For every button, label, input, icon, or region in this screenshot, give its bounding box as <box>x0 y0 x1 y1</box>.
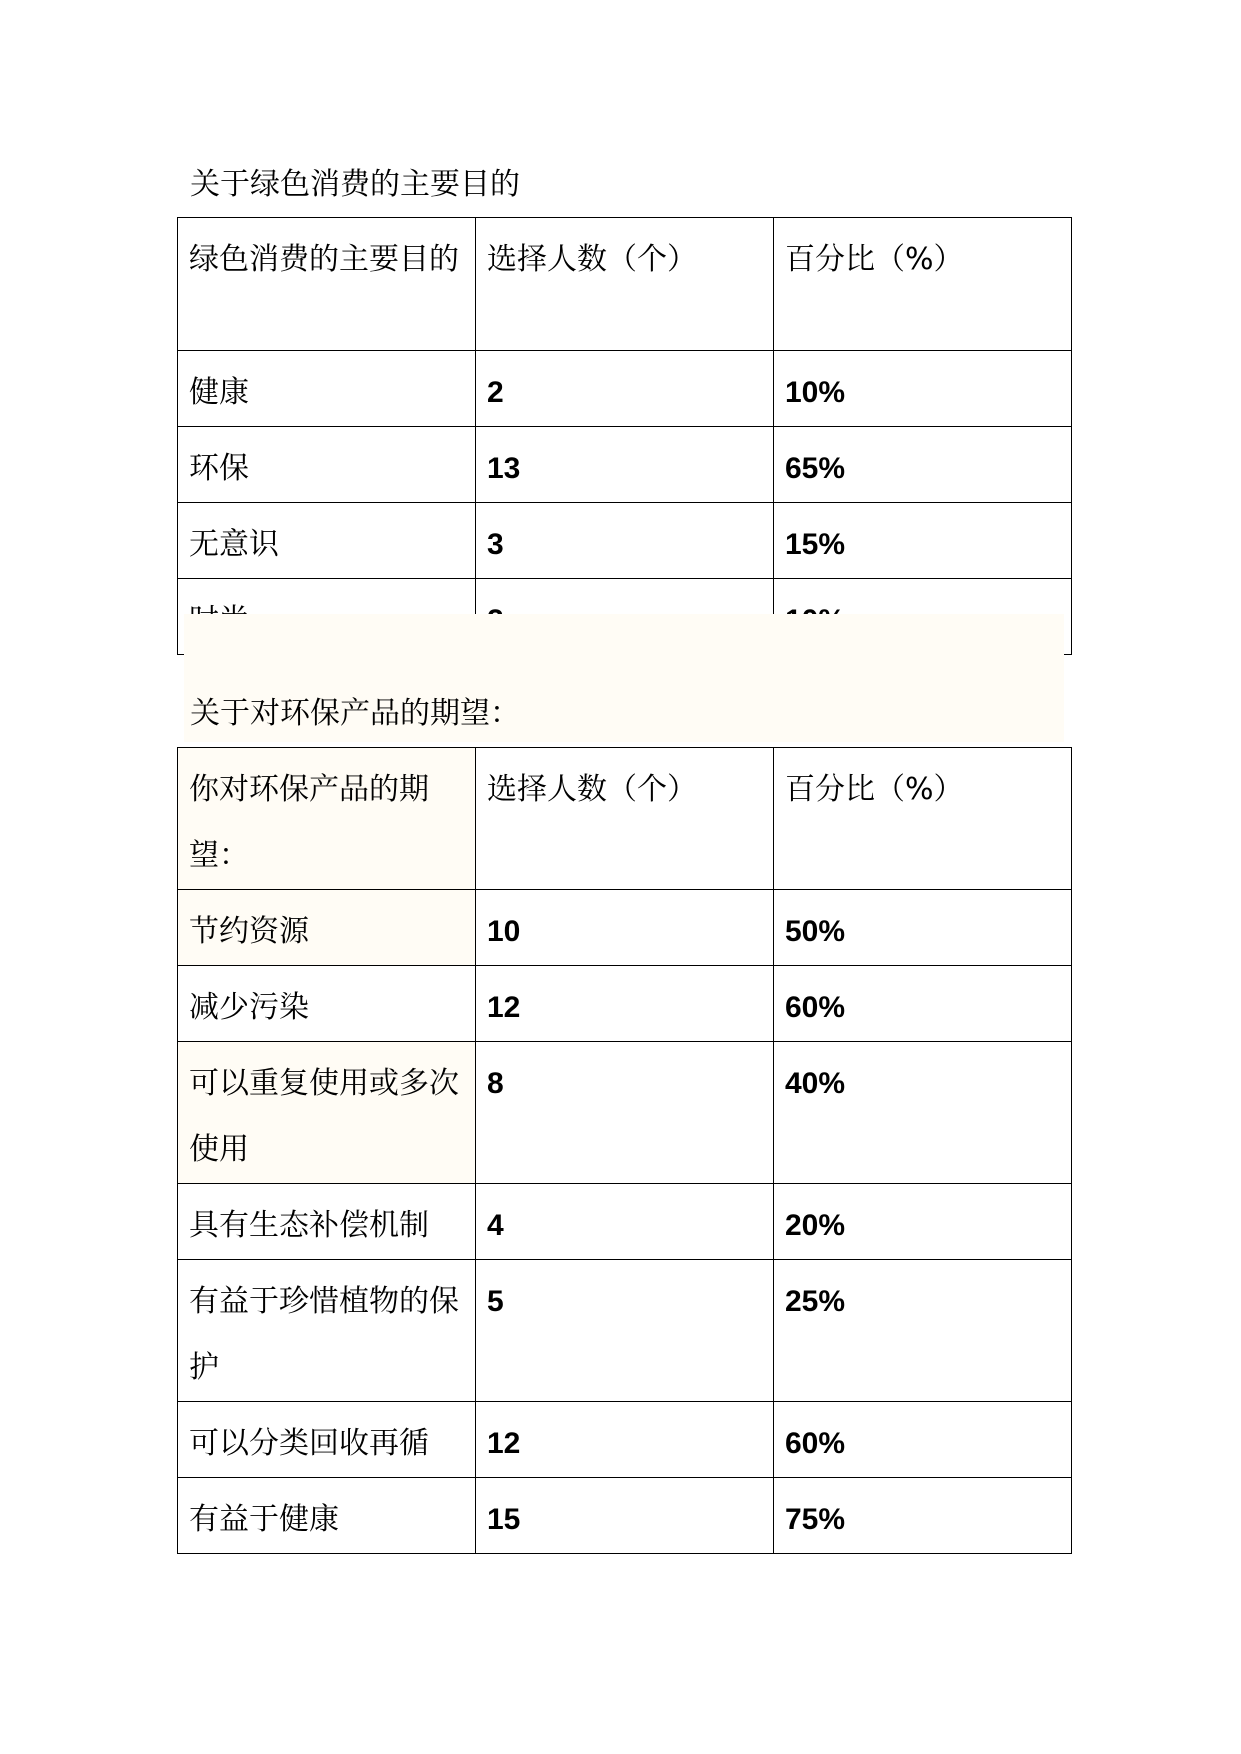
header-text: 选择人数（个） <box>487 242 697 277</box>
row-percent: 15% <box>774 503 1072 579</box>
row-label: 健康 <box>178 351 476 427</box>
row-count: 12 <box>476 1402 774 1478</box>
row-count: 5 <box>476 1260 774 1402</box>
header-cell-percent <box>774 748 1072 890</box>
row-percent: 50% <box>774 890 1072 966</box>
header-text: 选择人数（个） <box>487 772 697 807</box>
table-row <box>178 427 1072 503</box>
table-row <box>178 1478 1072 1554</box>
header-text: 绿色消费的主要目的 <box>189 242 459 277</box>
row-label <box>178 1184 476 1260</box>
table-header-row <box>178 218 1072 351</box>
row-label: 环保 <box>178 427 476 503</box>
header-cell-purpose <box>178 218 476 351</box>
row-percent: 60% <box>774 1402 1072 1478</box>
row-percent: 40% <box>774 1042 1072 1184</box>
row-label: 节约资源 <box>178 890 476 966</box>
row-label <box>178 1260 476 1402</box>
table-row <box>178 1184 1072 1260</box>
row-count: 15 <box>476 1478 774 1554</box>
table-row <box>178 351 1072 427</box>
green-consumption-purpose-table <box>177 217 1072 655</box>
row-label-text: 可以重复使用或多次使用 <box>189 1066 459 1167</box>
row-label <box>178 1042 476 1184</box>
table-header-row <box>178 748 1072 890</box>
row-count: 12 <box>476 966 774 1042</box>
table-row <box>178 1042 1072 1184</box>
table-row <box>178 1260 1072 1402</box>
row-label-text: 可以分类回收再循 <box>189 1426 429 1461</box>
row-percent: 20% <box>774 1184 1072 1260</box>
table-row <box>178 503 1072 579</box>
row-label-text: 具有生态补偿机制 <box>189 1208 429 1243</box>
header-text: 百分比（%） <box>785 772 964 807</box>
row-count: 3 <box>476 503 774 579</box>
row-label: 减少污染 <box>178 966 476 1042</box>
row-label <box>178 1402 476 1478</box>
row-percent: 60% <box>774 966 1072 1042</box>
header-cell-count <box>476 748 774 890</box>
table-row <box>178 966 1072 1042</box>
row-label: 有益于健康 <box>178 1478 476 1554</box>
header-cell-percent <box>774 218 1072 351</box>
row-percent: 25% <box>774 1260 1072 1402</box>
header-cell-count <box>476 218 774 351</box>
section1-heading: 关于绿色消费的主要目的 <box>190 167 520 202</box>
row-count: 10 <box>476 890 774 966</box>
row-label-text: 有益于珍惜植物的保护 <box>189 1284 459 1385</box>
section2-heading: 关于对环保产品的期望： <box>190 696 520 731</box>
eco-product-expectation-table <box>177 747 1072 1554</box>
row-count: 13 <box>476 427 774 503</box>
row-percent: 10% <box>774 351 1072 427</box>
header-text: 你对环保产品的期望： <box>189 772 429 873</box>
row-percent: 75% <box>774 1478 1072 1554</box>
row-label: 无意识 <box>178 503 476 579</box>
row-percent: 65% <box>774 427 1072 503</box>
table-row <box>178 1402 1072 1478</box>
header-text: 百分比（%） <box>785 242 964 277</box>
row-count: 8 <box>476 1042 774 1184</box>
table-row <box>178 890 1072 966</box>
row-count: 4 <box>476 1184 774 1260</box>
row-count: 2 <box>476 351 774 427</box>
header-cell-expectation <box>178 748 476 890</box>
